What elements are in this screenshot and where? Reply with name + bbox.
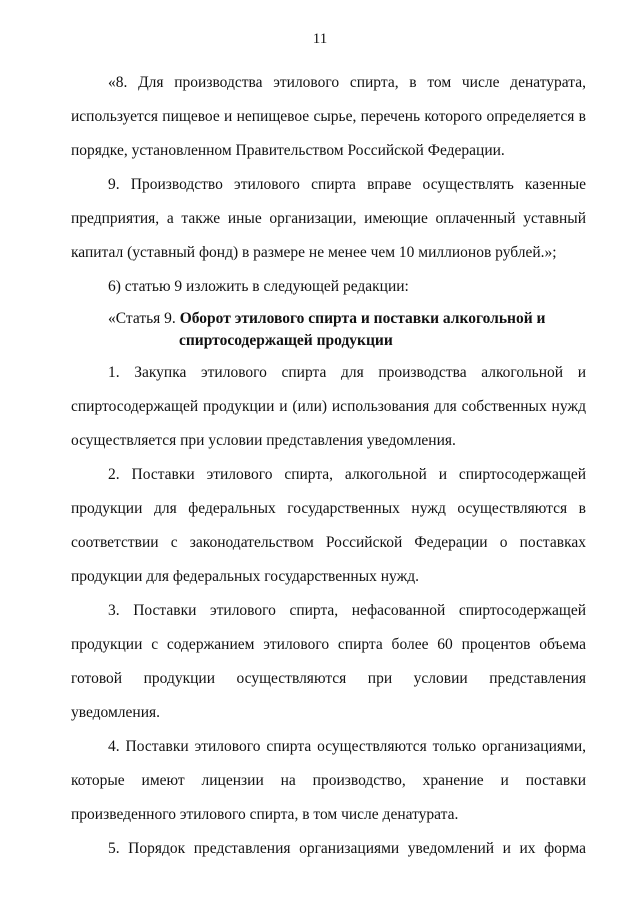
- paragraph-clause-9: 9. Производство этилового спирта вправе осуществлять казенные предприятия, а также иные организации, имеющие оплаченный уставный капитал (уставный фонд) в размере не менее чем 10 миллионов рублей.»;: [71, 176, 586, 261]
- paragraph-article-clause-1: 1. Закупка этилового спирта для производства алкогольной и спиртосодержащей продукции и (или) использования для собственных нужд осуществляется при условии представления уведомления.: [71, 364, 586, 449]
- paragraph-article-clause-2: 2. Поставки этилового спирта, алкогольной и спиртосодержащей продукции для федеральных государственных нужд осуществляются в соответствии с законодательством Российской Федерации о поставках продукции для федеральных государственных нужд.: [71, 466, 586, 585]
- paragraph-article-clause-4: 4. Поставки этилового спирта осуществляются только организациями, которые имеют лицензии на производство, хранение и поставки произведенного этилового спирта, в том числе денатурата.: [71, 738, 586, 823]
- page-number: 11: [312, 31, 328, 47]
- paragraph-clause-8: «8. Для производства этилового спирта, в том числе денатурата, используется пищевое и непищевое сырье, перечень которого определяется в порядке, установленном Правительством Российской Федерации.: [71, 74, 586, 159]
- article-title-line-2: спиртосодержащей продукции: [179, 332, 393, 349]
- paragraph-article-clause-5: 5. Порядок представления организациями уведомлений и их форма: [108, 840, 586, 857]
- document-body: [71, 66, 586, 866]
- paragraph-article-clause-3: 3. Поставки этилового спирта, нефасованной спиртосодержащей продукции с содержанием этилового спирта более 60 процентов объема готовой продукции осуществляются при условии представления уведомления.: [71, 602, 586, 721]
- article-title-line-1: Оборот этилового спирта и поставки алкогольной и: [179, 310, 546, 327]
- article-heading: [71, 304, 586, 356]
- paragraph-item-6: 6) статью 9 изложить в следующей редакции:: [108, 278, 409, 295]
- article-number: «Статья 9.: [108, 310, 176, 327]
